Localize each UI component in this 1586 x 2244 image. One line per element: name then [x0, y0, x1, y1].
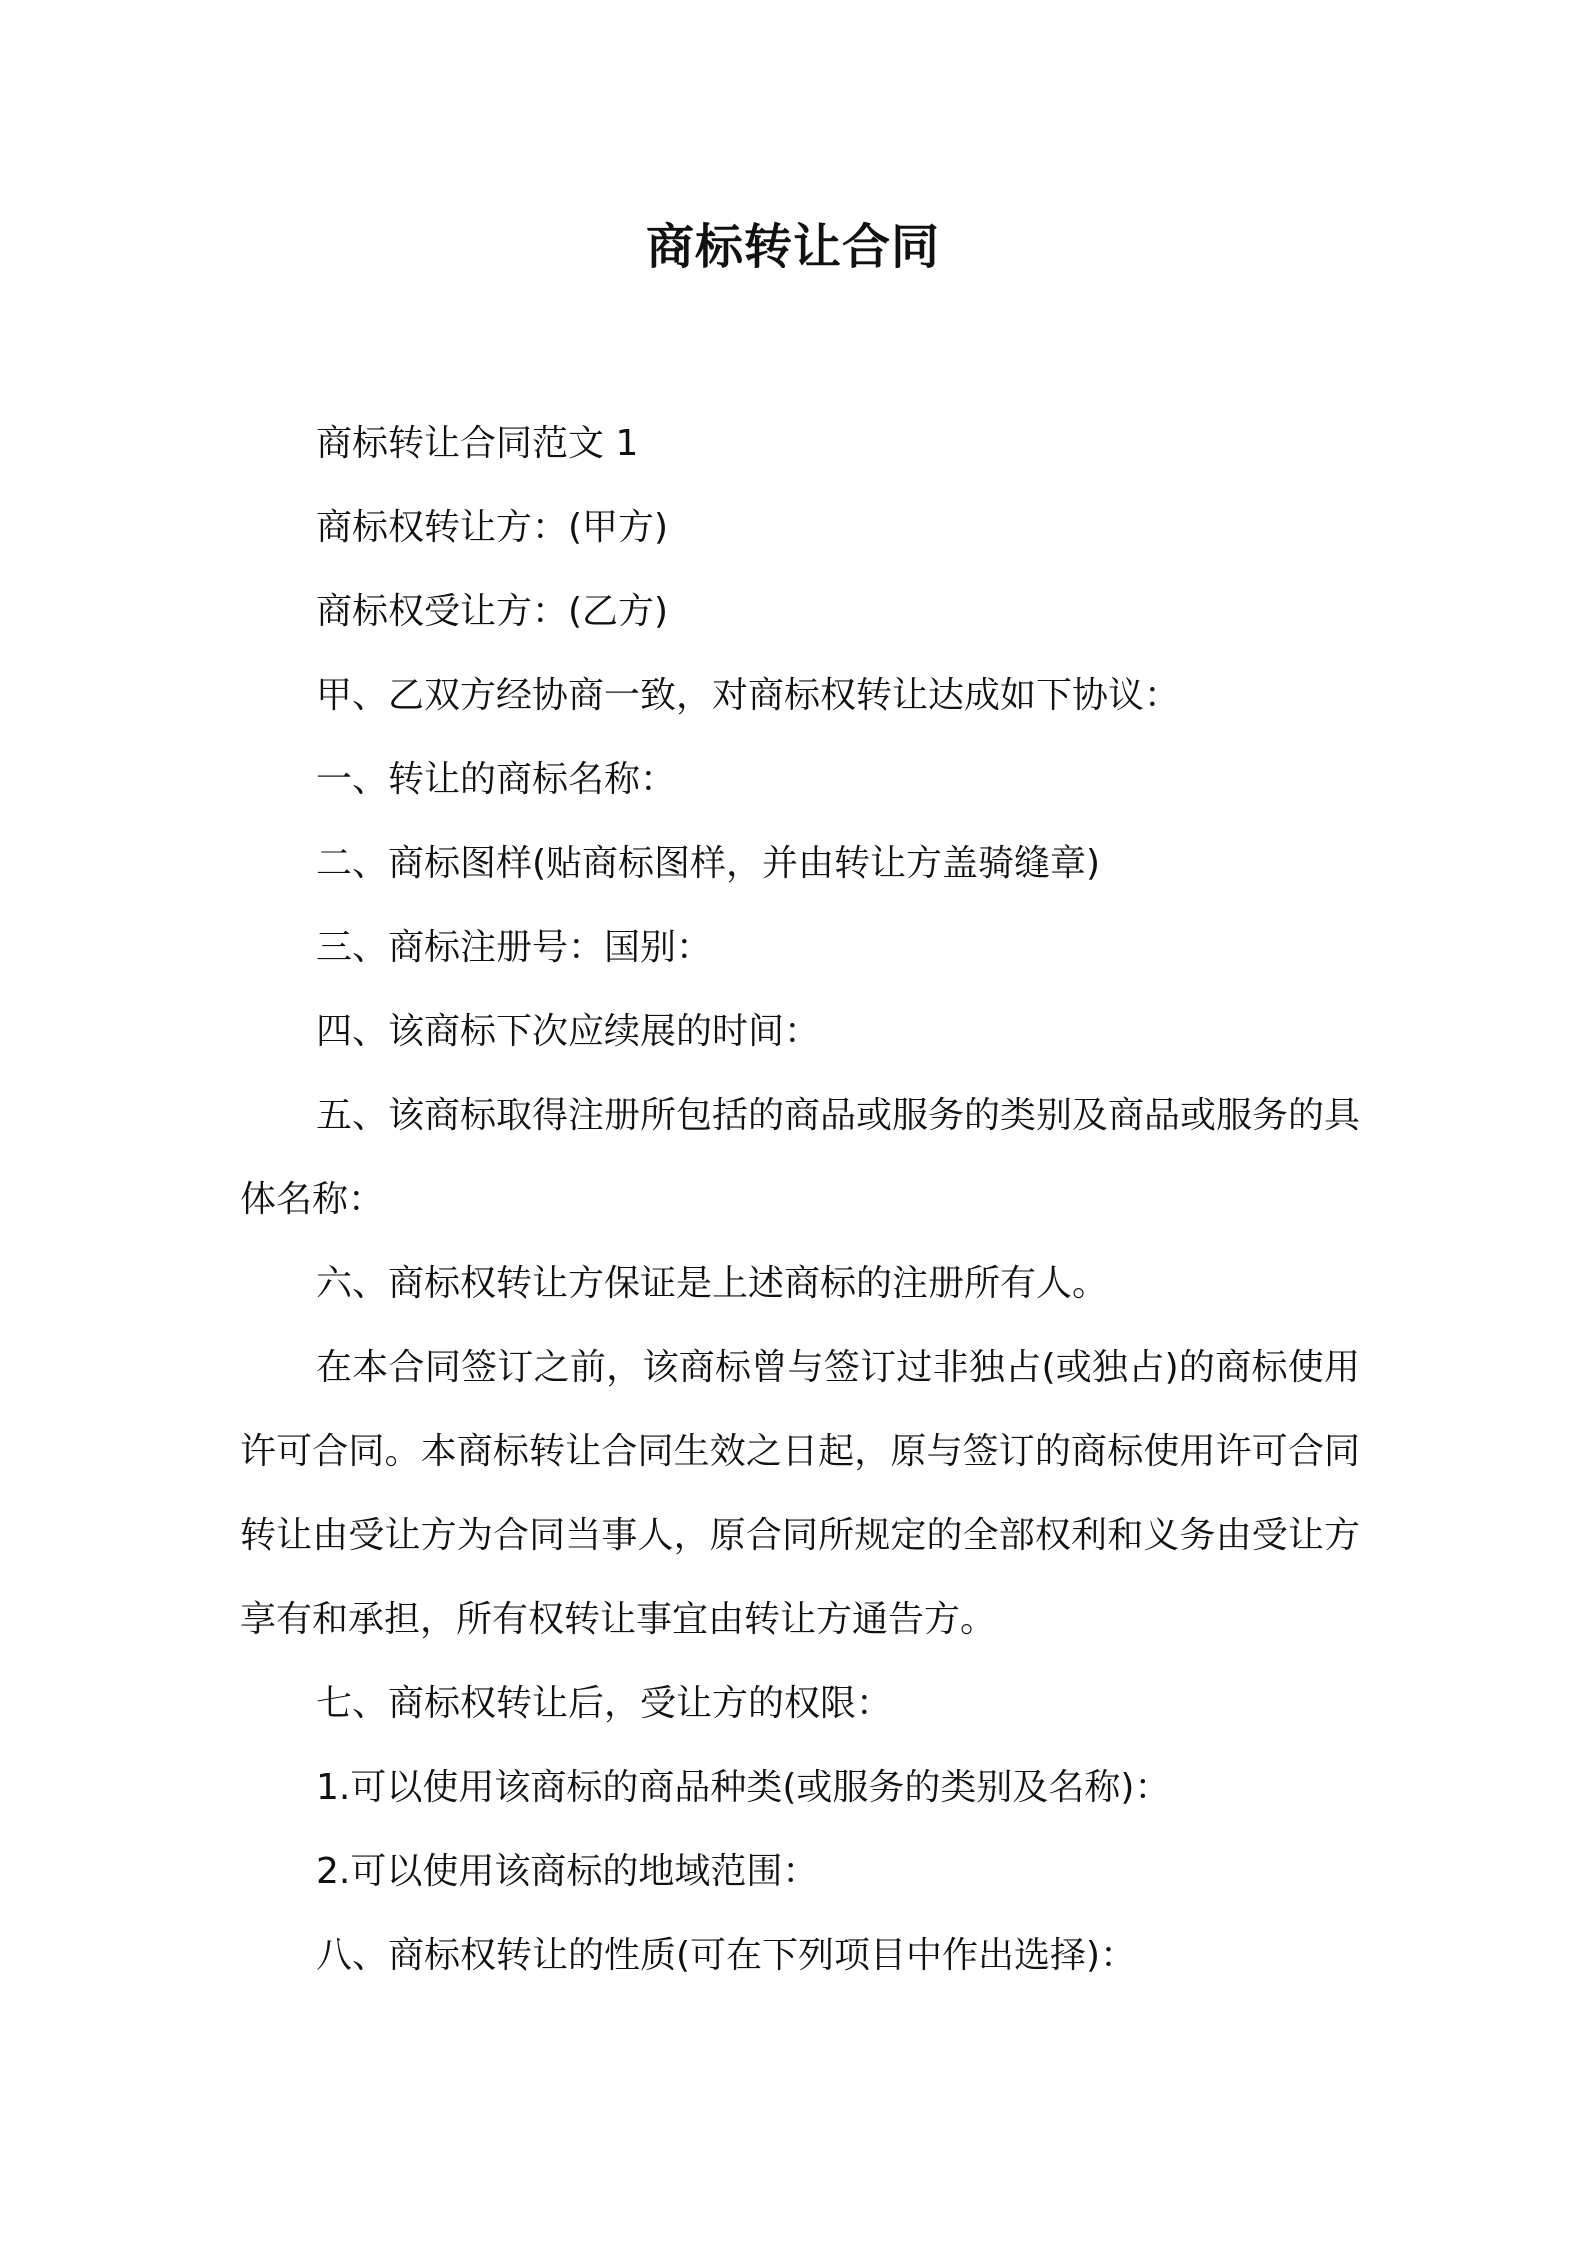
paragraph-clause-6: 六、商标权转让方保证是上述商标的注册所有人。 [316, 1263, 1109, 1304]
document-body [240, 402, 1360, 1998]
paragraph-sample-heading: 商标转让合同范文 1 [316, 423, 639, 464]
paragraph-agreement-intro: 甲、乙双方经协商一致，对商标权转让达成如下协议： [316, 675, 1181, 716]
paragraph-clause-7-item-2: 2.可以使用该商标的地域范围： [316, 1851, 819, 1892]
paragraph-clause-5: 五、该商标取得注册所包括的商品或服务的类别及商品或服务的具体名称： [240, 1095, 1361, 1220]
paragraph-clause-1: 一、转让的商标名称： [316, 759, 677, 800]
paragraph-clause-7-item-1: 1.可以使用该商标的商品种类(或服务的类别及名称)： [316, 1767, 1171, 1808]
document-title: 商标转让合同 [645, 219, 940, 275]
paragraph-clause-7: 七、商标权转让后，受让方的权限： [316, 1683, 893, 1724]
paragraph-license-note: 在本合同签订之前，该商标曾与签订过非独占(或独占)的商标使用许可合同。本商标转让合同生效之日起，原与签订的商标使用许可合同转让由受让方为合同当事人，原合同所规定的全部权利和义务由受让方享有和承担，所有权转让事宜由转让方通告方。 [240, 1347, 1360, 1640]
paragraph-clause-4: 四、该商标下次应续展的时间： [316, 1011, 821, 1052]
paragraph-clause-2: 二、商标图样(贴商标图样，并由转让方盖骑缝章) [316, 843, 1101, 884]
paragraph-clause-3: 三、商标注册号：国别： [316, 927, 713, 968]
paragraph-transferee: 商标权受让方：(乙方) [316, 591, 669, 632]
paragraph-clause-8: 八、商标权转让的性质(可在下列项目中作出选择)： [316, 1935, 1137, 1976]
paragraph-transferor: 商标权转让方：(甲方) [316, 507, 669, 548]
